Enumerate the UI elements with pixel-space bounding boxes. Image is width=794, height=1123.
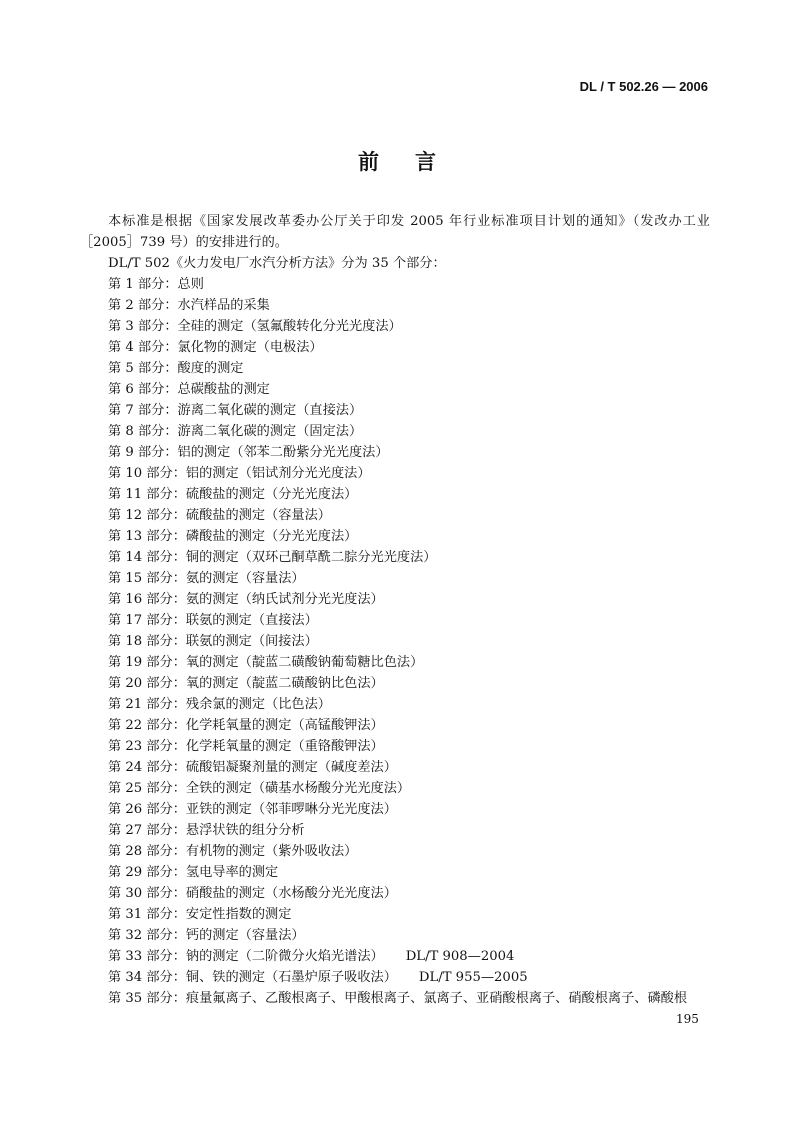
part-label: 第 3 部分：	[108, 319, 178, 334]
part-title: 硝酸盐的测定（水杨酸分光光度法）	[185, 886, 397, 901]
part-title: 化学耗氧量的测定（重铬酸钾法）	[185, 739, 384, 754]
part-title: 亚铁的测定（邻菲啰啉分光光度法）	[185, 802, 397, 817]
part-label: 第 13 部分：	[108, 529, 186, 544]
part-label: 第 22 部分：	[108, 718, 186, 733]
series-intro: DL/T 502《火力发电厂水汽分析方法》分为 35 个部分：	[108, 256, 446, 271]
list-item	[80, 547, 710, 568]
list-item	[80, 904, 710, 925]
list-item	[80, 568, 710, 589]
list-item	[80, 400, 710, 421]
list-item	[80, 925, 710, 946]
part-title: 联氨的测定（直接法）	[185, 613, 318, 628]
part-label: 第 27 部分：	[108, 823, 186, 838]
list-item	[80, 673, 710, 694]
list-item	[80, 505, 710, 526]
part-label: 第 9 部分：	[108, 445, 178, 460]
part-title: 氯化物的测定（电极法）	[177, 340, 323, 355]
part-title: 铝的测定（铝试剂分光光度法）	[185, 466, 371, 481]
part-label: 第 31 部分：	[108, 907, 186, 922]
part-standard-ref: DL/T 955—2005	[418, 970, 528, 985]
part-title: 悬浮状铁的组分分析	[185, 823, 305, 838]
intro-paragraph: 本标准是根据《国家发展改革委办公厅关于印发 2005 年行业标准项目计划的通知》（发改办工业［2005］739 号）的安排进行的。	[80, 214, 710, 250]
part-title: 氧的测定（靛蓝二磺酸钠比色法）	[185, 676, 384, 691]
part-label: 第 15 部分：	[108, 571, 186, 586]
part-label: 第 7 部分：	[108, 403, 178, 418]
part-label: 第 26 部分：	[108, 802, 186, 817]
part-label: 第 28 部分：	[108, 844, 186, 859]
part-label: 第 5 部分：	[108, 361, 178, 376]
part-label: 第 32 部分：	[108, 928, 186, 943]
part-title: 游离二氧化碳的测定（固定法）	[177, 424, 363, 439]
part-title: 总则	[177, 277, 204, 292]
part-label: 第 10 部分：	[108, 466, 186, 481]
part-standard-ref: DL/T 908—2004	[405, 949, 515, 964]
part-title: 硫酸盐的测定（容量法）	[185, 508, 331, 523]
part-label: 第 12 部分：	[108, 508, 186, 523]
list-item	[80, 694, 710, 715]
document-body	[80, 211, 710, 1009]
part-label: 第 24 部分：	[108, 760, 186, 775]
part-title: 铜的测定（双环己酮草酰二腙分光光度法）	[185, 550, 437, 565]
part-label: 第 1 部分：	[108, 277, 178, 292]
part-label: 第 16 部分：	[108, 592, 186, 607]
list-item	[80, 988, 710, 1009]
part-label: 第 19 部分：	[108, 655, 186, 670]
part-title: 氨的测定（纳氏试剂分光光度法）	[185, 592, 384, 607]
part-title: 钠的测定（二阶微分火焰光谱法）	[185, 949, 384, 964]
list-item	[80, 337, 710, 358]
part-title: 全硅的测定（氢氟酸转化分光光度法）	[177, 319, 402, 334]
part-title: 铜、铁的测定（石墨炉原子吸收法）	[185, 970, 397, 985]
list-item	[80, 421, 710, 442]
part-label: 第 35 部分：	[108, 991, 186, 1006]
list-item	[80, 589, 710, 610]
standard-code-header: DL / T 502.26 — 2006	[579, 79, 708, 94]
part-label: 第 6 部分：	[108, 382, 178, 397]
part-title: 水汽样品的采集	[177, 298, 270, 313]
part-label: 第 17 部分：	[108, 613, 186, 628]
part-title: 安定性指数的测定	[185, 907, 292, 922]
part-label: 第 14 部分：	[108, 550, 186, 565]
part-title: 化学耗氧量的测定（高锰酸钾法）	[185, 718, 384, 733]
list-item	[80, 799, 710, 820]
part-title: 硫酸盐的测定（分光光度法）	[185, 487, 358, 502]
part-title: 钙的测定（容量法）	[185, 928, 305, 943]
part-label: 第 2 部分：	[108, 298, 178, 313]
list-item	[80, 379, 710, 400]
part-title: 硫酸铝凝聚剂量的测定（碱度差法）	[185, 760, 397, 775]
part-label: 第 34 部分：	[108, 970, 186, 985]
part-label: 第 29 部分：	[108, 865, 186, 880]
list-item	[80, 631, 710, 652]
list-item	[80, 883, 710, 904]
list-item	[80, 841, 710, 862]
part-label: 第 25 部分：	[108, 781, 186, 796]
part-label: 第 30 部分：	[108, 886, 186, 901]
list-item	[80, 358, 710, 379]
part-title: 残余氯的测定（比色法）	[185, 697, 331, 712]
part-label: 第 8 部分：	[108, 424, 178, 439]
list-item	[80, 484, 710, 505]
list-item	[80, 862, 710, 883]
page-title: 前言	[358, 149, 472, 174]
part-title: 磷酸盐的测定（分光光度法）	[185, 529, 358, 544]
list-item	[80, 967, 710, 988]
part-title: 总碳酸盐的测定	[177, 382, 270, 397]
part-label: 第 23 部分：	[108, 739, 186, 754]
part-label: 第 33 部分：	[108, 949, 186, 964]
list-item	[80, 652, 710, 673]
list-item	[80, 316, 710, 337]
list-item	[80, 736, 710, 757]
part-title: 联氨的测定（间接法）	[185, 634, 318, 649]
list-item	[80, 715, 710, 736]
list-item	[80, 820, 710, 841]
list-item	[80, 778, 710, 799]
part-title: 氨的测定（容量法）	[185, 571, 305, 586]
list-item	[80, 463, 710, 484]
part-title: 氧的测定（靛蓝二磺酸钠葡萄糖比色法）	[185, 655, 424, 670]
part-label: 第 18 部分：	[108, 634, 186, 649]
list-item	[80, 610, 710, 631]
part-title: 游离二氧化碳的测定（直接法）	[177, 403, 363, 418]
part-title: 全铁的测定（磺基水杨酸分光光度法）	[185, 781, 411, 796]
list-item	[80, 946, 710, 967]
part-title: 铝的测定（邻苯二酚紫分光光度法）	[177, 445, 389, 460]
part-label: 第 11 部分：	[108, 487, 186, 502]
part-label: 第 21 部分：	[108, 697, 186, 712]
page-number: 195	[676, 1012, 699, 1026]
list-item	[80, 274, 710, 295]
part-title: 氢电导率的测定	[185, 865, 279, 880]
list-item	[80, 442, 710, 463]
part-title: 酸度的测定	[177, 361, 244, 376]
list-item	[80, 295, 710, 316]
part-label: 第 4 部分：	[108, 340, 178, 355]
part-label: 第 20 部分：	[108, 676, 186, 691]
list-item	[80, 757, 710, 778]
part-title: 痕量氟离子、乙酸根离子、甲酸根离子、氯离子、亚硝酸根离子、硝酸根离子、磷酸根	[185, 991, 688, 1006]
list-item	[80, 526, 710, 547]
parts-list	[80, 274, 710, 1009]
part-title: 有机物的测定（紫外吸收法）	[185, 844, 358, 859]
